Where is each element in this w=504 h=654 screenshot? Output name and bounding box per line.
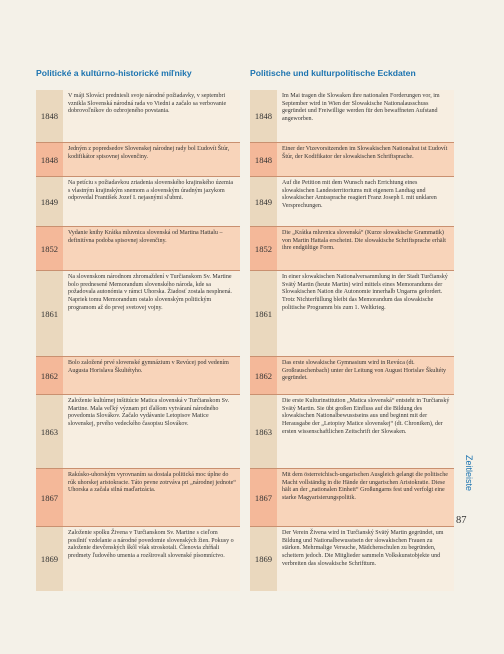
timeline-year: 1862 bbox=[36, 357, 63, 395]
timeline-year: 1863 bbox=[36, 395, 63, 469]
timeline-text: Das erste slowakische Gymnasium wird in Revúca (dt. Großrauschenbach) unter der Leitung von August Horislav Škultéty gegründet. bbox=[277, 357, 454, 395]
timeline-row bbox=[36, 226, 240, 271]
timeline-year: 1852 bbox=[36, 227, 63, 271]
timeline-text: Na slovenskom národnom zhromaždení v Turčianskom Sv. Martine bolo prednesené Memorandum slovenského národa, kde sa požadovala autonómia v rámci Uhorska. Žiadosť zostala nesplnená. Napriek tomu Memorandum ostalo slovenským politickým programom až do prvej svetovej vojny. bbox=[63, 271, 240, 357]
timeline-text: Die erste Kulturinstitution „Matica slovenská“ entsteht in Turčianský Svätý Martin. Sie übt großen Einfluss auf die Bildung des slowakischen Nationalbewusstseins aus und beginnt mit der Herausgabe der „Letopisy Matice slovenskej“ (dt. Chroniken), der ersten wissenschaftlichen Zeitschrift der Slowaken. bbox=[277, 395, 454, 469]
timeline-row bbox=[250, 90, 454, 142]
timeline-row bbox=[250, 142, 454, 177]
timeline-year: 1861 bbox=[36, 271, 63, 357]
timeline-text: Einer der Vizevorsitzenden im Slowakischen Nationalrat ist Ľudovít Štúr, der Kodifikator der slowakischen Schriftsprache. bbox=[277, 143, 454, 177]
timeline-year: 1848 bbox=[250, 143, 277, 177]
timeline-text: Im Mai tragen die Slowaken ihre nationalen Forderungen vor, im September wird in Wien der Slowakische Nationalausschuss gegründet und Freiwillige werden für den bewaffneten Aufstand angeworben. bbox=[277, 90, 454, 142]
timeline-text: Na petíciu s požiadavkou zriadenia slovenského krajinského územia s vlastným krajinským snemom a slovenským úradným jazykom odpovedal František Jozef I. nejasnými sľubmi. bbox=[63, 177, 240, 227]
timeline-text: Bolo založené prvé slovenské gymnázium v Revúcej pod vedením Augusta Horislava Škultétyho. bbox=[63, 357, 240, 395]
timeline-row bbox=[36, 90, 240, 142]
timeline-year: 1849 bbox=[36, 177, 63, 227]
timeline-row bbox=[36, 468, 240, 527]
timeline-row bbox=[36, 270, 240, 357]
timeline-text: In einer slowakischen Nationalversammlung in der Stadt Turčianský Svätý Martin (heute Martin) wird mittels eines Memorandums der Slowakischen Nation die Autonomie innerhalb Ungarns gefordert. Trotz Nichterfüllung bleibt das Memorandum das slowakische politische Programm bis zum 1. Weltkrieg. bbox=[277, 271, 454, 357]
timeline-year: 1849 bbox=[250, 177, 277, 227]
timeline-year: 1862 bbox=[250, 357, 277, 395]
timeline-row bbox=[250, 394, 454, 469]
timeline-year: 1867 bbox=[250, 469, 277, 527]
timeline-year: 1863 bbox=[250, 395, 277, 469]
timeline-text: Der Verein Živena wird in Turčianský Svätý Martin gegründet, um Bildung und Nationalbewusstsein der slowakischen Frauen zu stärken. Mehrmalige Versuche, Mädchenschulen zu begründen, scheitern jedoch. Die Mitglieder sammeln Volkskunstobjekte und verbreiten das slowakische Schrifttum. bbox=[277, 527, 454, 591]
timeline-text: Založenie spolku Živena v Turčianskom Sv. Martine s cieľom posilniť vzdelanie a národné povedomie slovenských žien. Pokusy o založenie dievčenských škôl však stroskotali. Členovia zhŕňali predmety ľudového umenia a rozširovali slovenské písomníctvo. bbox=[63, 527, 240, 591]
timeline-text: Založenie kultúrnej inštitúcie Matica slovenská v Turčianskom Sv. Martine. Mala veľký význam pri ďalšom vytváraní národného povedomia Slovákov. Začalo vydávanie Letopisov Matice slovenskej, prvého vedeckého časopisu Slovákov. bbox=[63, 395, 240, 469]
timeline-year: 1852 bbox=[250, 227, 277, 271]
timeline-row bbox=[250, 176, 454, 227]
timeline-row bbox=[36, 176, 240, 227]
page-number: 87 bbox=[456, 515, 467, 526]
timeline-year: 1869 bbox=[250, 527, 277, 591]
timeline-row bbox=[36, 356, 240, 395]
timeline-row bbox=[250, 226, 454, 271]
timeline-row bbox=[250, 526, 454, 591]
heading-slovak: Politické a kultúrno-historické míľniky bbox=[36, 68, 192, 78]
timeline-text: V máji Slováci predniesli svoje národné požiadavky, v septembri vznikla Slovenská národná rada vo Viedni a začalo sa verbovanie dobrovoľníkov do ozbrojeného povstania. bbox=[63, 90, 240, 142]
timeline-year: 1861 bbox=[250, 271, 277, 357]
timeline-text: Rakúsko-uhorským vyrovnaním sa dostala politická moc úplne do rúk uhorskej aristokracie. Táto pevne zotrváva pri „národnej jednote“ Uhorska a začala silná maďarizácia. bbox=[63, 469, 240, 527]
timeline-text: Jedným z popredsedov Slovenskej národnej rady bol Ľudovít Štúr, kodifikátor spisovnej slovenčiny. bbox=[63, 143, 240, 177]
timeline-text: Mit dem österreichisch-ungarischen Ausgleich gelangt die politische Macht vollständig in die Hände der ungarischen Aristokratie. Diese hält an der „nationalen Einheit“ Großungarns fest und verfolgt eine starke Magyarisierungspolitik. bbox=[277, 469, 454, 527]
timeline-row bbox=[36, 526, 240, 591]
timeline-text: Auf die Petition mit dem Wunsch nach Errichtung eines slowakischen Landesterritoriums mit eigenem Landtag und slowakischer Amtssprache reagiert Franz Joseph I. mit unklaren Versprechungen. bbox=[277, 177, 454, 227]
timeline-year: 1848 bbox=[36, 90, 63, 142]
timeline-year: 1848 bbox=[36, 143, 63, 177]
heading-german: Politische und kulturpolitische Eckdaten bbox=[250, 68, 416, 78]
timeline-year: 1869 bbox=[36, 527, 63, 591]
timeline-row bbox=[250, 270, 454, 357]
timeline-row bbox=[250, 468, 454, 527]
timeline-row bbox=[36, 142, 240, 177]
timeline-year: 1867 bbox=[36, 469, 63, 527]
timeline-row bbox=[250, 356, 454, 395]
timeline-text: Die „Krátka mluvnica slovenská“ (Kurze slowakische Grammatik) von Martin Hattala erscheint. Die slowakische Schriftsprache erhält ihre endgültige Form. bbox=[277, 227, 454, 271]
timeline-text: Vydanie knihy Krátka mluvnica slovenská od Martina Hattalu – definitívna podoba spisovnej slovenčiny. bbox=[63, 227, 240, 271]
timeline-year: 1848 bbox=[250, 90, 277, 142]
section-tab-label: Zeitleiste bbox=[464, 455, 474, 492]
timeline-row bbox=[36, 394, 240, 469]
